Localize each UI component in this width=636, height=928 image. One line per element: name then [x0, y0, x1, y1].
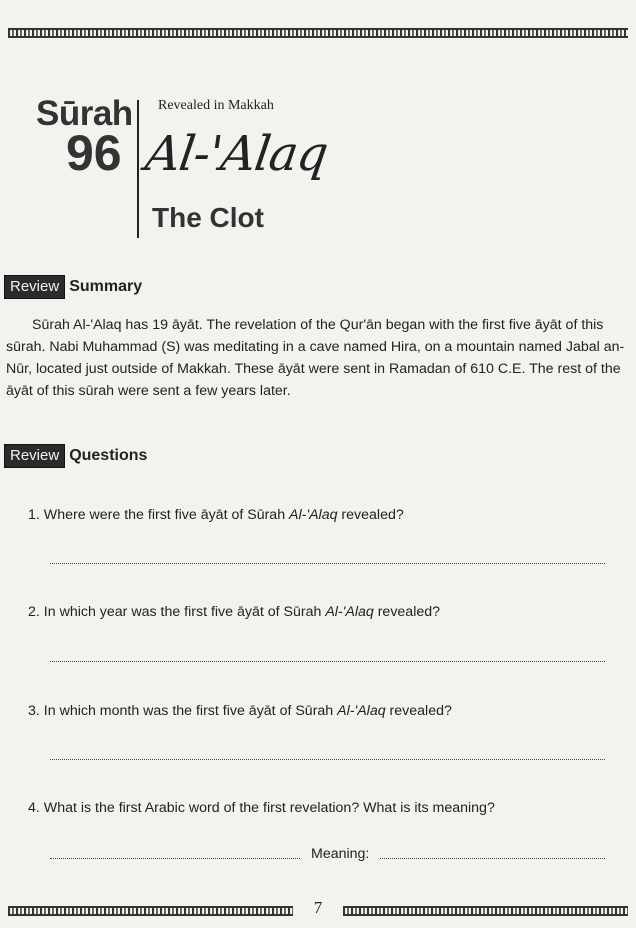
question-text: Where were the first five āyāt of Sūrah — [43, 507, 290, 523]
meaning-answer-line[interactable] — [380, 858, 605, 859]
question-italic-text: Al-'Alaq — [337, 703, 386, 719]
summary-paragraph — [6, 314, 626, 402]
question-text: In which year was the first five āyāt of Sūrah — [43, 604, 326, 620]
question-3 — [28, 703, 452, 719]
meaning-label: Meaning: — [311, 846, 370, 862]
answer-line-4[interactable] — [50, 858, 300, 859]
review-tag: Review — [4, 275, 65, 299]
question-italic-text: Al-'Alaq — [289, 507, 338, 523]
top-decorative-border — [8, 28, 628, 38]
section-title: Summary — [69, 278, 143, 295]
page-number: 7 — [313, 898, 323, 917]
question-text-end: revealed? — [337, 507, 404, 523]
surah-label: Sūrah — [36, 94, 133, 133]
questions-section-header — [4, 445, 147, 467]
question-number: 2. — [28, 604, 40, 620]
question-italic-text: Al-'Alaq — [325, 604, 374, 620]
surah-transliterated-name: Al-'Alaq — [142, 126, 331, 182]
question-text-end: revealed? — [373, 604, 441, 620]
question-text: In which month was the first five āyāt of Sūrah — [43, 703, 338, 719]
title-divider — [137, 100, 139, 238]
question-4 — [28, 800, 495, 816]
question-2 — [28, 604, 440, 620]
section-title: Questions — [69, 447, 148, 464]
question-text-end: revealed? — [385, 703, 452, 719]
review-tag: Review — [4, 444, 65, 468]
revealed-location: Revealed in Makkah — [158, 98, 274, 113]
surah-english-name: The Clot — [152, 202, 264, 233]
question-1 — [28, 507, 404, 523]
surah-number: 96 — [66, 125, 122, 181]
question-number: 1. — [28, 507, 40, 523]
bottom-decorative-border-left — [8, 906, 293, 916]
answer-line-1[interactable] — [50, 563, 605, 564]
question-number: 3. — [28, 703, 40, 719]
bottom-decorative-border-right — [343, 906, 628, 916]
answer-line-2[interactable] — [50, 661, 605, 662]
summary-text: Sūrah Al-'Alaq has 19 āyāt. The revelation of the Qur'ān began with the first five āyāt of this sūrah. Nabi Muhammad (S) was meditating in a cave named Hira, on a mountain named Jabal an-Nūr, located just outside of Makkah. These āyāt were sent in Ramadan of 610 C.E. The rest of the āyāt of this sūrah were sent a few years later. — [6, 317, 625, 399]
question-number: 4. — [28, 800, 40, 816]
summary-section-header — [4, 276, 142, 298]
question-text: What is the first Arabic word of the first revelation? What is its meaning? — [43, 800, 495, 816]
answer-line-3[interactable] — [50, 759, 605, 760]
